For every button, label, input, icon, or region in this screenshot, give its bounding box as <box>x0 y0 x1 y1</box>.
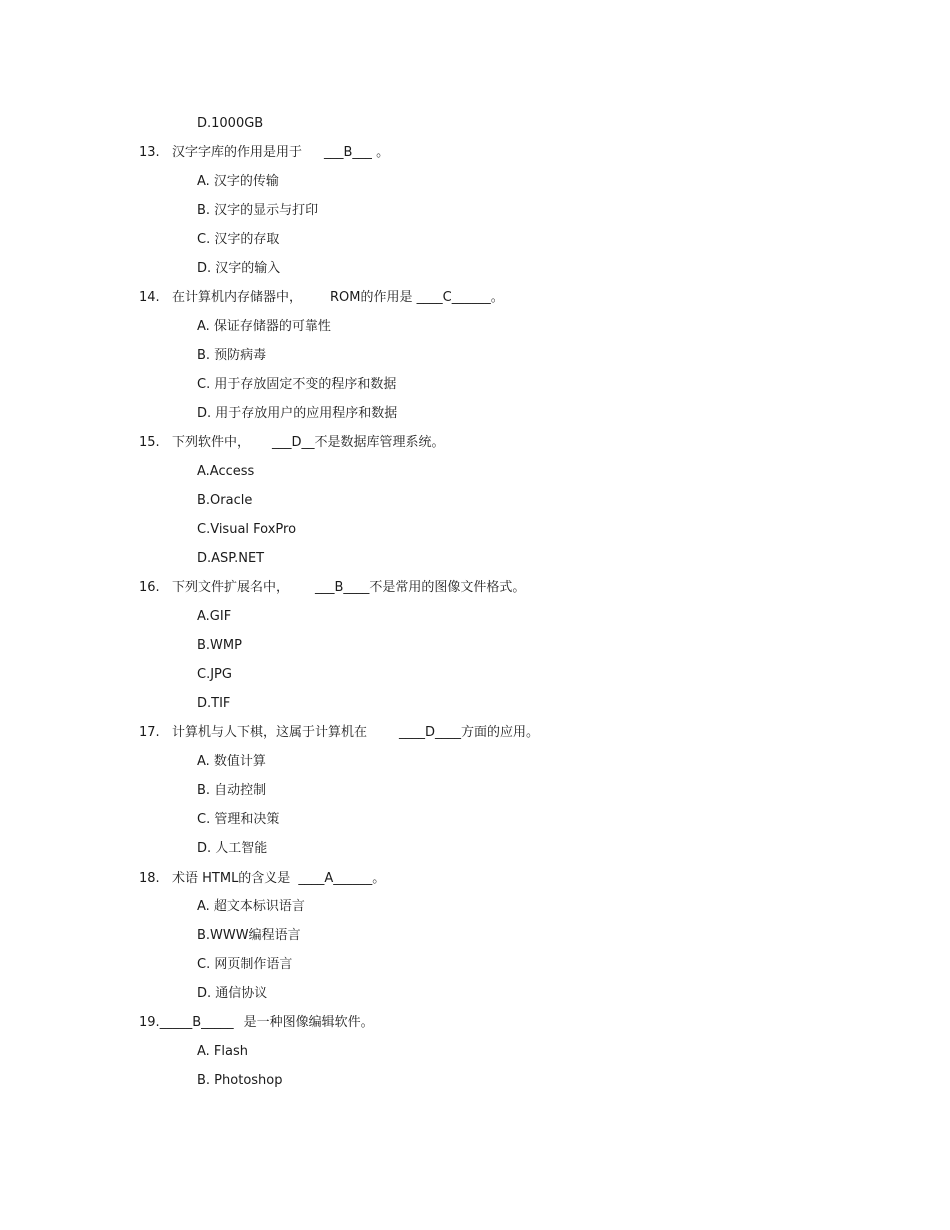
question-18 <box>139 869 385 889</box>
question-answer: ____A______。 <box>298 871 386 886</box>
option-19-a: A. Flash <box>197 1044 248 1059</box>
question-stem: 在计算机内存储器中， <box>172 290 303 305</box>
option-15-a: A.Access <box>197 464 255 479</box>
option-12-d: D.1000GB <box>197 116 264 131</box>
option-16-b: B.WMP <box>197 638 242 653</box>
question-answer: ___D__不是数据库管理系统。 <box>272 435 445 450</box>
option-18-c: C. 网页制作语言 <box>197 957 293 972</box>
question-answer: ____D____方面的应用。 <box>399 725 540 740</box>
option-14-b: B. 预防病毒 <box>197 348 267 363</box>
option-17-a: A. 数值计算 <box>197 754 266 769</box>
option-16-c: C.JPG <box>197 667 232 682</box>
question-answer: ___B____不是常用的图像文件格式。 <box>315 580 526 595</box>
option-17-c: C. 管理和决策 <box>197 812 280 827</box>
question-15 <box>139 433 445 453</box>
option-15-b: B.Oracle <box>197 493 253 508</box>
question-stem: 下列文件扩展名中， <box>172 580 290 595</box>
option-16-d: D.TIF <box>197 696 231 711</box>
question-19 <box>139 1013 374 1033</box>
question-number: 18. <box>139 871 160 886</box>
option-14-d: D. 用于存放用户的应用程序和数据 <box>197 406 398 421</box>
option-13-c: C. 汉字的存取 <box>197 232 280 247</box>
question-stem: 计算机与人下棋，这属于计算机在 <box>172 725 368 740</box>
question-stem: 下列软件中， <box>172 435 251 450</box>
option-14-c: C. 用于存放固定不变的程序和数据 <box>197 377 397 392</box>
option-18-a: A. 超文本标识语言 <box>197 899 305 914</box>
question-number: 19. <box>139 1015 160 1030</box>
question-number: 14. <box>139 290 160 305</box>
option-17-d: D. 人工智能 <box>197 841 268 856</box>
question-number: 13. <box>139 145 160 160</box>
question-14 <box>139 288 504 308</box>
question-stem: 术语 HTML的含义是 <box>172 871 291 886</box>
question-answer: _____B_____ <box>159 1015 234 1030</box>
question-13 <box>139 143 389 163</box>
option-18-b: B.WWW编程语言 <box>197 928 301 943</box>
option-13-d: D. 汉字的输入 <box>197 261 281 276</box>
option-15-c: C.Visual FoxPro <box>197 522 297 537</box>
option-13-a: A. 汉字的传输 <box>197 174 279 189</box>
question-number: 15. <box>139 435 160 450</box>
option-17-b: B. 自动控制 <box>197 783 267 798</box>
option-16-a: A.GIF <box>197 609 232 624</box>
question-answer: ROM的作用是 ____C______。 <box>330 290 504 305</box>
question-16 <box>139 578 525 598</box>
question-number: 16. <box>139 580 160 595</box>
option-13-b: B. 汉字的显示与打印 <box>197 203 319 218</box>
question-stem: 汉字字库的作用是用于 <box>172 145 303 160</box>
option-18-d: D. 通信协议 <box>197 986 268 1001</box>
question-number: 17. <box>139 725 160 740</box>
option-15-d: D.ASP.NET <box>197 551 265 566</box>
question-stem: 是一种图像编辑软件。 <box>243 1015 374 1030</box>
question-17 <box>139 723 539 743</box>
option-19-b: B. Photoshop <box>197 1073 283 1088</box>
option-14-a: A. 保证存储器的可靠性 <box>197 319 331 334</box>
question-answer: ___B___ 。 <box>324 145 390 160</box>
